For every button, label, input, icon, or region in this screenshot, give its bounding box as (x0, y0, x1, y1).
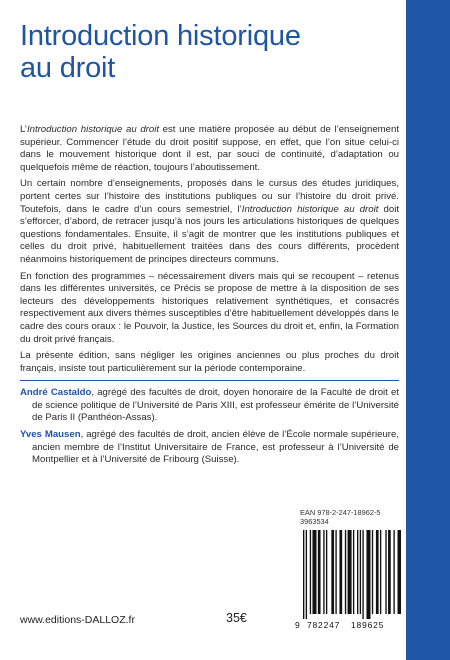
p2-text-b: doit s’efforcer, d’abord, de retracer jusqu’à nos jours les articulations historiques de quelques questions fondamentales. Ensuite, il s’agit de montrer que les institutions publiques et celles du droit privé, habituellement traitées dans des cours différents, procèdent néanmoins historiquement de principes directeurs communs. (20, 203, 400, 265)
barcode-bar (385, 530, 386, 614)
section-divider (20, 380, 399, 381)
price: 35€ (226, 611, 247, 625)
barcode-bar (348, 530, 352, 614)
ean-number: EAN 978-2-247-18962-5 (300, 508, 381, 517)
cover-color-band (406, 0, 450, 660)
barcode-bar (380, 530, 381, 614)
barcode-bar (339, 530, 342, 614)
p1-text-a: L’ (20, 124, 27, 135)
paragraph-4: La présente édition, sans négliger les origines anciennes ou plus proches du droit français, insiste tout particulièrement sur la période contemporaine. (20, 350, 399, 374)
back-cover-text (20, 124, 399, 471)
barcode-bar (357, 530, 358, 614)
barcode-digits-right: 189625 (351, 620, 385, 630)
barcode-bar (393, 530, 394, 614)
barcode-bar (306, 530, 307, 619)
barcode-digits-left: 782247 (307, 620, 341, 630)
paragraph-2 (20, 178, 399, 266)
barcode-bar (303, 530, 304, 619)
title-line-1: Introduction historique (20, 20, 301, 52)
author-castaldo (20, 387, 399, 425)
barcode (291, 528, 401, 631)
title-line-2: au droit (20, 52, 116, 84)
product-code: 3963534 (300, 517, 329, 526)
author-bio: , agrégé des facultés de droit, doyen honoraire de la Faculté de droit et de science politique de l’Université de Paris XIII, est professeur émérite de l’Université de Paris II (Panthéon-Assas). (32, 387, 400, 424)
publisher-website[interactable]: www.editions-DALLOZ.fr (20, 614, 135, 626)
author-name: Yves Mausen (20, 429, 81, 441)
p1-italic: Introduction historique au droit (26, 124, 159, 135)
barcode-bar (323, 530, 324, 614)
barcode-bar (335, 530, 336, 614)
barcode-bar (388, 530, 391, 614)
barcode-bar (345, 530, 346, 614)
barcode-bar (376, 530, 379, 614)
barcode-bar (326, 530, 327, 614)
barcode-digit-first: 9 (295, 620, 300, 630)
barcode-bar (398, 530, 402, 614)
barcode-bar (362, 530, 363, 619)
book-title (20, 20, 390, 84)
author-name: André Castaldo (20, 387, 92, 399)
barcode-bar (312, 530, 316, 614)
barcode-bar (310, 530, 311, 614)
barcode-bar (318, 530, 321, 614)
p2-text-a: Un certain nombre d’enseignements, proposés dans le cursus des études juridiques, portent certes sur l’histoire des institutions publiques ou sur l’histoire du droit privé. Toutefois, dans le cadre d’un cours semestriel, l’ (20, 178, 399, 215)
p1-text-b: est une matière proposée au début de l’enseignement supérieur. Commencer l’étude du droit positif suppose, en effet, que l’on situe celui-ci dans le mouvement historique dont il est, par souci de continuité, d’adaptation ou quelquefois même de réaction, toujours l’aboutissement. (20, 124, 399, 173)
barcode-bar (360, 530, 361, 614)
barcode-bar (366, 530, 370, 619)
barcode-bar (331, 530, 334, 614)
author-bio: , agrégé des facultés de droit, ancien élève de l’École normale supérieure, ancien membre de l’Institut Universitaire de France, est professeur à l’Université de Montpellier et à l’Université de Fribourg (Suisse). (32, 429, 399, 466)
p2-italic: Introduction historique au droit (241, 203, 379, 215)
barcode-bar (372, 530, 373, 614)
paragraph-1 (20, 124, 399, 174)
paragraph-3: En fonction des programmes – nécessairement divers mais qui se recoupent – retenus dans les différentes universités, ce Précis se propose de mettre à la disposition de ses lecteurs des développements historiques relativement synthétiques, et consacrés respectivement aux divers thèmes susceptibles d’être habituellement développés dans le cadre des cours oraux : le Pouvoir, la Justice, les Sources du droit et, enfin, la Formation du droit privé français. (20, 270, 399, 345)
barcode-bar (353, 530, 354, 614)
author-mausen (20, 429, 399, 467)
isbn-block (300, 508, 381, 526)
